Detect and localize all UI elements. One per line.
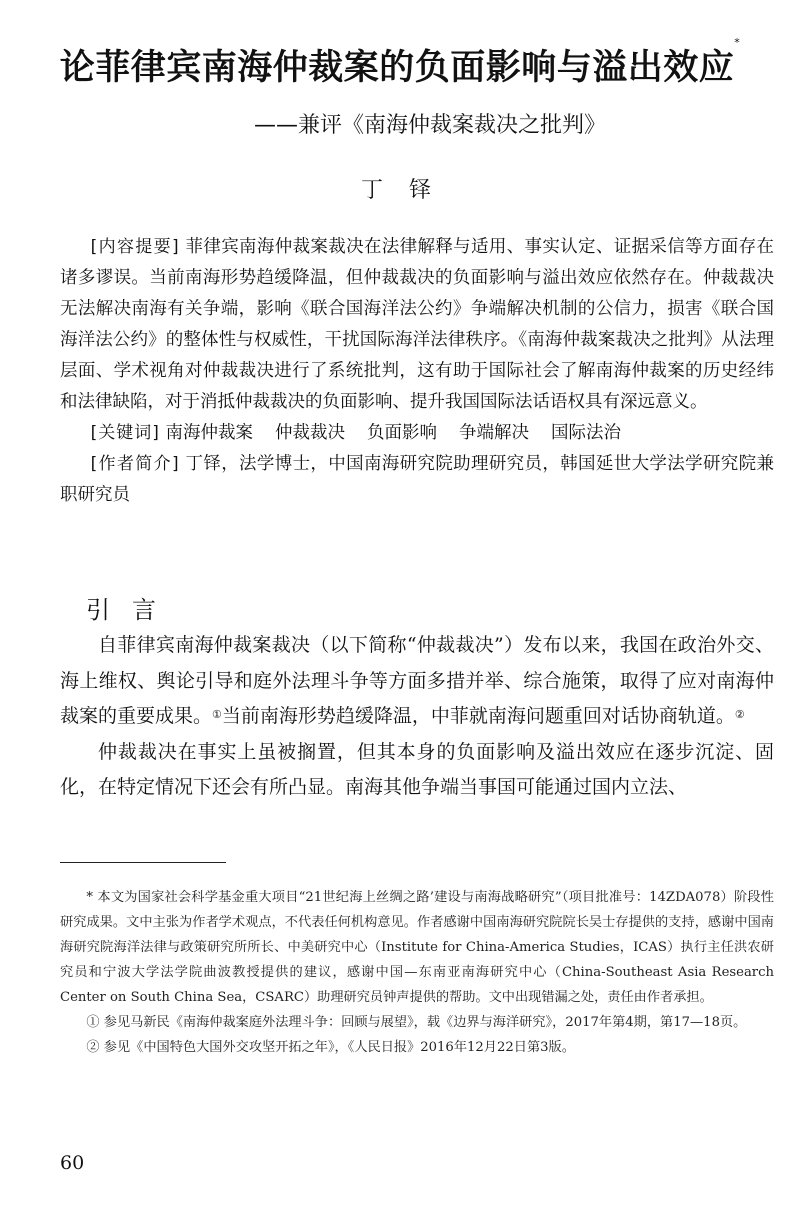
bio-text: 丁铎，法学博士，中国南海研究院助理研究员，韩国延世大学法学研究院兼职研究员 — [60, 454, 774, 505]
keywords-label: [关键词] — [90, 423, 160, 443]
summary-text: 菲律宾南海仲裁案裁决在法律解释与适用、事实认定、证据采信等方面存在诸多谬误。当前南海形势趋缓降温，但仲裁裁决的负面影响与溢出效应依然存在。仲裁裁决无法解决南海有关争端，影响《联合国海洋法公约》争端解决机制的公信力，损害《联合国海洋法公约》的整体性与权威性，干扰国际海洋法律秩序。《南海仲裁案裁决之批判》从法理层面、学术视角对仲裁裁决进行了系统批判，这有助于国际社会了解南海仲裁案的历史经纬和法律缺陷，对于消抵仲裁裁决的负面影响、提升我国国际法话语权具有深远意义。 — [60, 237, 774, 412]
page-number: 60 — [60, 1152, 85, 1174]
footnotes — [60, 885, 774, 1060]
abstract-block — [60, 232, 774, 511]
body-text — [60, 628, 774, 806]
keyword: 负面影响 — [366, 423, 437, 443]
footnote-ref-2[interactable]: ② — [734, 708, 745, 721]
body-paragraph: 仲裁裁决在事实上虽被搁置，但其本身的负面影响及溢出效应在逐步沉淀、固化，在特定情况下还会有所凸显。南海其他争端当事国可能通过国内立法、 — [60, 740, 774, 798]
footnote-divider — [60, 862, 226, 863]
section-heading-introduction: 引言 — [86, 596, 178, 624]
keyword: 国际法治 — [550, 423, 621, 443]
abstract-keywords — [60, 418, 774, 449]
footnote-star: * 本文为国家社会科学基金重大项目“21世纪海上丝绸之路’建设与南海战略研究”（项目批准号：14ZDA078）阶段性研究成果。文中主张为作者学术观点，不代表任何机构意见。作者感谢中国南海研究院院长吴士存提供的支持，感谢中国南海研究院海洋法律与政策研究所所长、中美研究中心（Institute for China-America Studies，ICAS）执行主任洪农研究员和宁波大学法学院曲波教授提供的建议，感谢中国—东南亚南海研究中心（China-Southeast Asia Research Center on South China Sea，CSARC）助理研究员钟声提供的帮助。文中出现错漏之处，责任由作者承担。 — [60, 890, 774, 1005]
body-sentence: 当前南海形势趋缓降温，中菲就南海问题重回对话协商轨道。 — [221, 705, 735, 727]
bio-label: [作者简介] — [90, 454, 180, 474]
body-sentence: 自菲律宾南海仲裁案裁决（以下简称“仲裁裁决”）发布以来，我国在政治外交、海上维权、舆论引导和庭外法理斗争等方面多措并举、综合施策，取得了应对南海仲裁案的重要成果。 — [60, 634, 774, 727]
author-name: 丁铎 — [360, 178, 457, 203]
article-title-text: 论菲律宾南海仲裁案的负面影响与溢出效应 — [59, 48, 735, 88]
summary-label: [内容提要] — [90, 237, 180, 257]
article-subtitle: ——兼评《南海仲裁案裁决之批判》 — [253, 113, 606, 138]
keyword: 仲裁裁决 — [274, 423, 345, 443]
footnote-ref-1[interactable]: ① — [212, 708, 222, 721]
footnote-1: ① 参见马新民《南海仲裁案庭外法理斗争：回顾与展望》，载《边界与海洋研究》，2017年第4期，第17—18页。 — [86, 1015, 747, 1030]
title-footnote-mark[interactable]: * — [734, 36, 741, 49]
footnote-2: ② 参见《中国特色大国外交攻坚开拓之年》，《人民日报》2016年12月22日第3版。 — [86, 1040, 575, 1055]
article-title — [0, 36, 800, 90]
abstract-author-bio — [60, 449, 774, 511]
keyword: 争端解决 — [458, 423, 529, 443]
keyword: 南海仲裁案 — [165, 423, 253, 443]
body-paragraph — [60, 628, 774, 735]
abstract-summary — [60, 232, 774, 418]
